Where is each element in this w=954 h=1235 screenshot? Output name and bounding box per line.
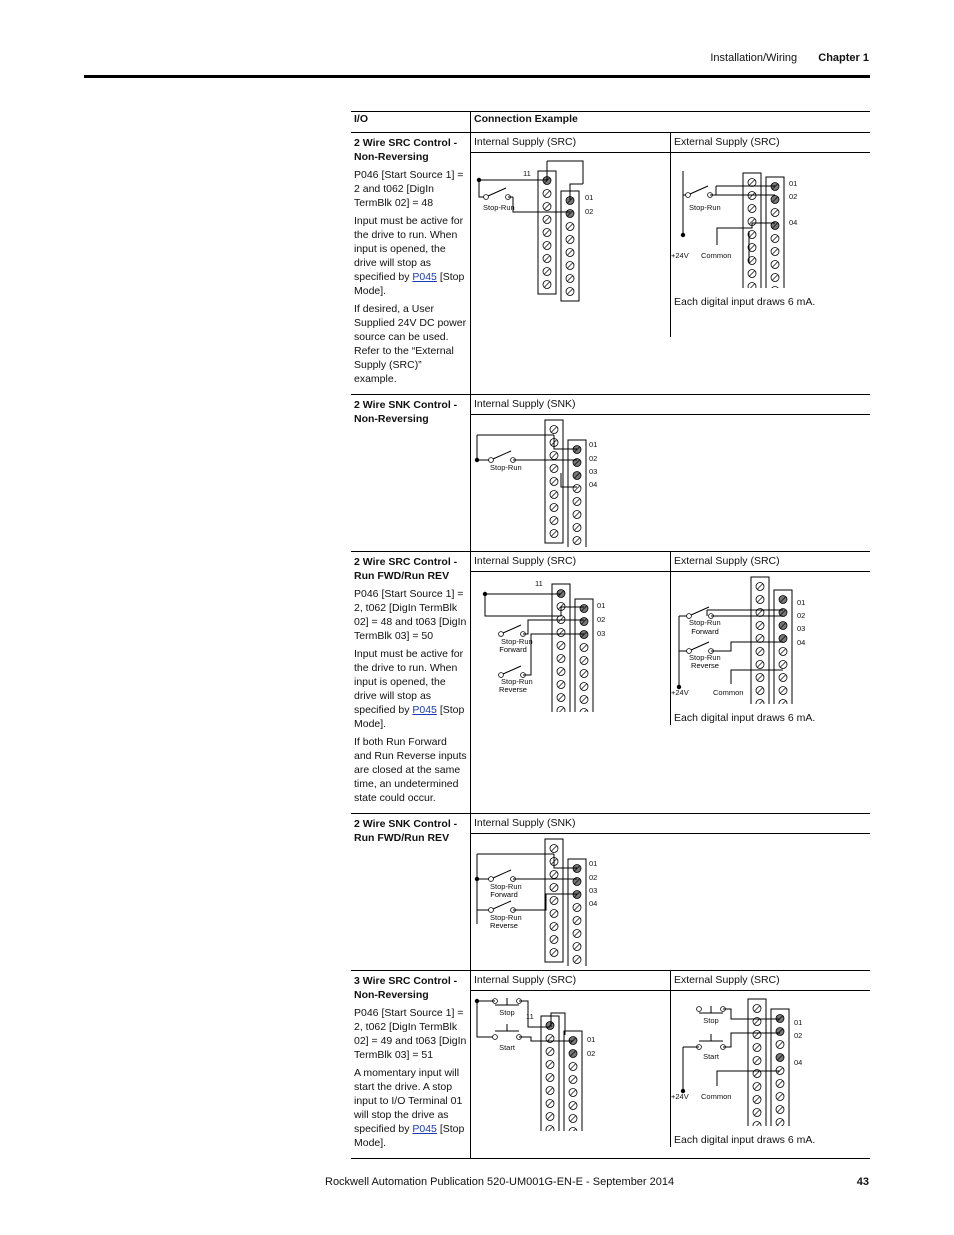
wiring-diagram [471,153,670,333]
diagram-label: 01 [587,1035,596,1044]
table-row [351,133,870,395]
internal-supply-label: Internal Supply (SRC) [471,133,670,153]
table-row [351,395,870,552]
internal-supply-label: Internal Supply (SRC) [471,971,670,991]
wire [485,594,561,616]
diagram-label: 02 [797,611,806,620]
row-title: 2 Wire SNK Control - Run FWD/Run REV [354,818,458,844]
contact-terminal [489,908,494,913]
diagram-label: 04 [589,480,598,489]
table-row [351,814,870,971]
wire [503,625,521,633]
p045-link[interactable]: P045 [412,271,437,283]
diagram-label: Stop-Run [501,637,533,646]
wiring-diagram [671,991,870,1126]
header-chapter: Chapter 1 [818,52,869,64]
contact-terminal [489,458,494,463]
row-para: A momentary input will start the drive. A stop input to I/O Terminal 01 will stop the drive as specified by P045 [Stop Mode]. [354,1067,465,1149]
row-para: If desired, a User Supplied 24V DC power source can be used. Refer to the “External Supply (SRC)” example. [354,303,467,385]
diagram-label: Stop-Run [483,203,515,212]
diagram-label: Common [701,1092,732,1101]
diagram-label: 04 [589,899,598,908]
wiring-diagram [471,572,670,712]
diagram-label: 02 [589,873,598,882]
diagram-label: 04 [797,638,806,647]
external-supply-label: External Supply (SRC) [671,971,870,991]
diagram-label: 03 [589,467,598,476]
diagram-label: 02 [597,615,606,624]
diagram-label: 11 [523,169,531,178]
header-section: Installation/Wiring [710,52,798,64]
screw-terminal [546,1126,554,1132]
diagram-label: 03 [797,624,806,633]
diagram-label: Reverse [499,685,527,694]
footer-publication: Rockwell Automation Publication 520-UM001G-EN-E - September 2014 [325,1176,675,1188]
table-header-row [351,112,870,133]
diagram-label: 01 [589,440,598,449]
contact-terminal [697,1007,702,1012]
diagram-label: 01 [589,859,598,868]
diagram-label: 11 [535,579,543,588]
diagram-label: Stop-Run [490,913,522,922]
wire [488,188,506,196]
wire [493,451,511,459]
diagram-label: Reverse [490,921,518,930]
wire [690,186,708,194]
diagram-label: 01 [597,601,606,610]
wiring-diagram [671,153,870,288]
wire [493,901,511,909]
terminal-block [561,191,579,301]
diagram-label: Common [713,688,744,697]
row-para: P046 [Start Source 1] = 2, t062 [DigIn TermBlk 02] = 48 and t063 [DigIn TermBlk 03] = 50 [354,588,467,642]
io-connection-table [351,111,870,1159]
diagram-label: Forward [499,645,527,654]
screw-terminal [557,707,565,713]
junction-dot [681,233,685,237]
row-title: 2 Wire SRC Control - Non-Reversing [354,137,458,163]
wire [711,642,783,651]
wire [477,1001,495,1037]
diagram-label: 04 [794,1058,803,1067]
terminal-block [575,599,593,712]
row-title: 2 Wire SRC Control - Run FWD/Run REV [354,556,458,582]
internal-supply-label: Internal Supply (SRC) [471,552,670,572]
diagram-label: 01 [797,598,806,607]
col-io-header: I/O [351,112,471,133]
diagram-label: 03 [597,629,606,638]
row-para: If both Run Forward and Run Reverse inputs are closed at the same time, an undetermined state could occur. [354,736,467,804]
diagram-label: +24V [671,1092,689,1101]
contact-terminal [686,193,691,198]
diagram-label: 02 [794,1031,803,1040]
wire [493,870,511,878]
col-example-header: Connection Example [471,112,871,133]
diagram-label: Stop-Run [490,882,522,891]
current-draw-note: Each digital input draws 6 mA. [674,1134,816,1146]
row-title: 2 Wire SNK Control - Non-Reversing [354,399,458,425]
wire [691,607,709,615]
table-row [351,971,870,1159]
internal-supply-label: Internal Supply (SNK) [471,395,870,415]
row-para: P046 [Start Source 1] = 2 and t062 [DigIn TermBlk 02] = 48 [354,169,464,209]
table-row [351,552,870,814]
contact-terminal [484,195,489,200]
diagram-label: Stop-Run [501,677,533,686]
header-rule [84,75,870,78]
diagram-label: Forward [490,890,518,899]
page-header [710,52,869,64]
row-para: Input must be active for the drive to run. When input is opened, the drive will stop as specified by P045 [Stop Mode]. [354,215,465,297]
wire [503,666,521,674]
wiring-diagram [671,572,870,704]
page-number: 43 [856,1176,869,1188]
diagram-label: Stop [499,1008,515,1017]
diagram-label: +24V [671,251,689,260]
diagram-label: Stop [703,1016,719,1025]
diagram-label: Stop-Run [490,463,522,472]
wiring-diagram [471,991,670,1131]
p045-link[interactable]: P045 [412,704,437,716]
diagram-label: 03 [589,886,598,895]
wiring-diagram [471,834,869,966]
diagram-label: 02 [789,192,798,201]
diagram-label: 01 [789,179,798,188]
diagram-label: 02 [585,207,594,216]
terminal-block [766,177,784,288]
contact-terminal [493,1035,498,1040]
diagram-label: 01 [585,193,594,202]
diagram-label: Forward [691,627,719,636]
diagram-label: Stop-Run [689,618,721,627]
row-para: P046 [Start Source 1] = 2, t062 [DigIn TermBlk 02] = 49 and t063 [DigIn TermBlk 03] = 51 [354,1007,467,1061]
diagram-label: Stop-Run [689,653,721,662]
p045-link[interactable]: P045 [412,1123,437,1135]
diagram-label: Start [703,1052,719,1061]
row-title: 3 Wire SRC Control - Non-Reversing [354,975,458,1001]
external-supply-label: External Supply (SRC) [671,133,870,153]
external-supply-label: External Supply (SRC) [671,552,870,572]
wiring-diagram [471,415,869,547]
diagram-label: Common [701,251,732,260]
contact-terminal [489,877,494,882]
diagram-label: 02 [587,1049,596,1058]
diagram-label: Start [499,1043,515,1052]
diagram-label: 02 [589,454,598,463]
current-draw-note: Each digital input draws 6 mA. [674,712,816,724]
screw-terminal [748,283,756,289]
diagram-label: Reverse [691,661,719,670]
diagram-label: Stop-Run [689,203,721,212]
wire [691,642,709,650]
row-para: Input must be active for the drive to run. When input is opened, the drive will stop as specified by P045 [Stop Mode]. [354,648,465,730]
diagram-label: 11 [526,1012,534,1021]
current-draw-note: Each digital input draws 6 mA. [674,296,816,308]
internal-supply-label: Internal Supply (SNK) [471,814,870,834]
diagram-label: 04 [789,218,798,227]
diagram-label: +24V [671,688,689,697]
contact-terminal [499,632,504,637]
diagram-label: 01 [794,1018,803,1027]
